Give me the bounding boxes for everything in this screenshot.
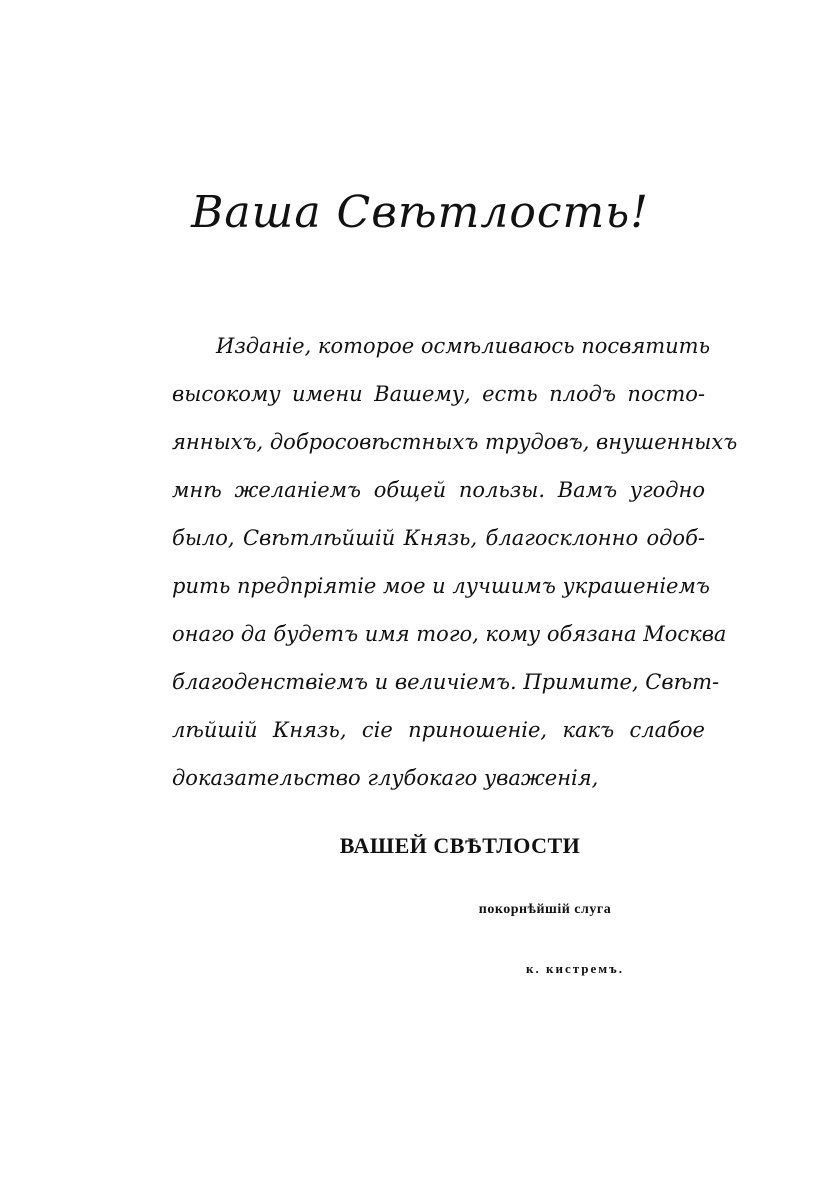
body-line: высокому имени Вашему, есть плодъ посто- <box>172 382 705 406</box>
address-line: ВАШЕЙ СВѢТЛОСТИ <box>339 833 581 858</box>
body-line: доказательство глубокаго уваженія, <box>172 766 599 790</box>
closing-phrase: покорнѣйшій слуга <box>478 902 612 917</box>
body-line: рить предпріятіе мое и лучшимъ украшеніемъ <box>172 574 710 598</box>
body-line: Изданіе, которое осмѣливаюсь посвятить <box>216 334 711 358</box>
salutation-heading: Ваша Свѣтлость! <box>191 187 649 238</box>
body-line: янныхъ, добросовѣстныхъ трудовъ, внушенныхъ <box>172 430 738 454</box>
body-line: мнѣ желаніемъ общей пользы. Вамъ угодно <box>172 478 705 502</box>
dedication-body <box>172 322 738 802</box>
body-line: благоденствіемъ и величіемъ. Примите, Свѣт- <box>172 670 720 694</box>
body-line: лѣйшій Князь, сіе приношеніе, какъ слабое <box>172 718 705 742</box>
body-line: было, Свѣтлѣйшій Князь, благосклонно одоб- <box>172 526 705 550</box>
body-line: онаго да будетъ имя того, кому обязана Москва <box>172 622 727 646</box>
author-signature: к. кистремъ. <box>526 961 624 976</box>
